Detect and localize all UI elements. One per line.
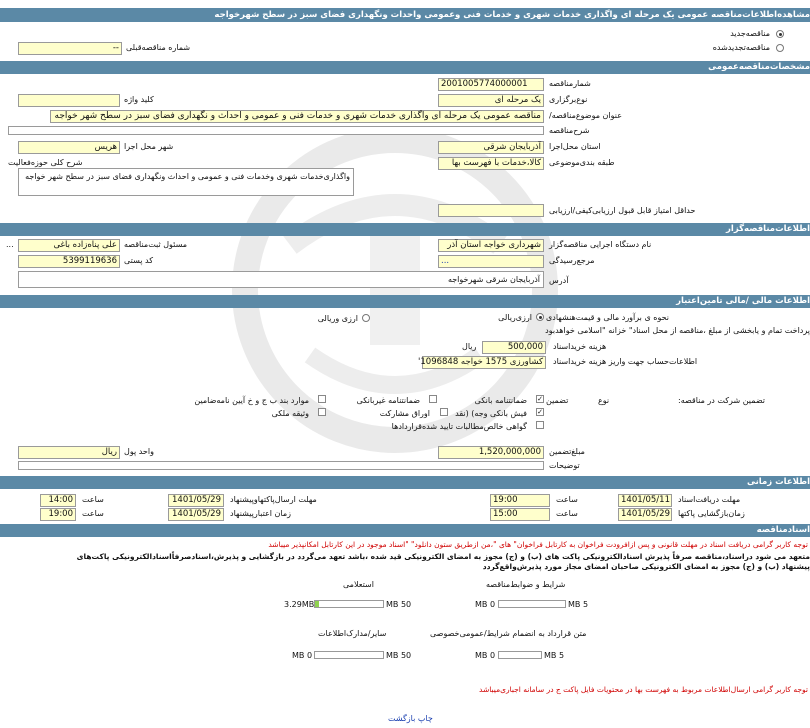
radio-new-tender[interactable] [776,30,784,38]
category-field: کالا،خدمات با فهرست بها [438,157,544,170]
min-score-field [438,204,544,217]
tech-docs-used: 3.29MB [284,600,315,609]
other-docs-used: 0 MB [292,651,313,660]
conditions-progress [498,600,566,608]
radio-rial[interactable] [536,313,544,321]
radio-renewed-tender[interactable] [776,44,784,52]
securities-label: اوراق مشارکت [379,409,430,418]
tender-description-field [8,126,544,135]
download-note: توجه کاربر گرامی دریافت اسناد در مهلت قانونی و پس ازافرودت فراخوان به کارتابل فراخوان" های "،من ازطریق ستون دانلود" "اسناد موجود در این کارتابل امکانپذیر میباشد [268,540,808,549]
section-general-header: مشخصات‌مناقصه‌عمومی [0,61,810,74]
holding-type-field: یک مرحله ای [438,94,544,107]
checkbox-property[interactable] [318,408,326,416]
bank-guarantee-label: ضمانتنامه بانکی [474,396,527,405]
contact-person-field: علی پناه‌زاده باغی [18,239,120,252]
submit-deadline-label: مهلت ارسال‌پاکتهاوپیشنهاد [230,495,317,504]
estimate-label: نحوه ی برآورد مالی و قیمت‌هنشهادی [546,313,669,322]
regulation-label: موارد بند ب ج و خ آیین نامه‌ضامین [194,396,309,405]
checkbox-bank-guarantee[interactable]: ✓ [537,395,543,403]
commitment-note-1: متعهد می شود دراسناد،مناقصه صرفاً پذیرش اسنادالکترونیکی پاکت های (ب) و (ج) مجوز به امضای الکترونیکی قید شده ،باشد تعهد می‌گردد در بازگشایی و پذیرش،اسنادصرفاًاسنادالکترونیکی پاکت‌های [76,552,810,561]
address-label: آدرس [549,276,569,285]
non-bank-label: ضمانتنامه غیربانکی [356,396,420,405]
account-field: کشاورزی 1575 خواجه 1096848' [422,356,546,369]
bank-check-label: فیش بانکی وجه) (نقد [455,409,527,418]
currency-field: ریال [18,446,120,459]
section-documents-header: اسنادمناقصه [0,524,810,537]
account-label: اطلاعات‌حساب جهت واریز هزینه خریداسناد [553,357,698,366]
opening-time: 15:00 [490,508,550,521]
tech-docs-progress [314,600,384,608]
category-label: طبقه بندی‌موضوعی [549,158,615,167]
guarantee-amount-label: مبلغ‌تضمین [549,447,585,456]
receivables-label: گواهی خالص‌مطالبات تایید شده‌قراردادها [391,422,527,431]
property-label: وثیقه ملکی [271,409,309,418]
notes-field [18,461,544,470]
price-list-note: توجه کاربر گرامی ارسال‌اطلاعات مربوط به فهرست بها در محتویات فایل پاکت ج در سامانه اجباری‌میباشد [479,685,808,694]
tender-description-label: شرح‌مناقصه [549,126,590,135]
payment-note: پرداخت تمام و یابخشی از مبلغ ،مناقصه از محل اسناد" خزانه "اسلامی خواهدبود [545,326,810,335]
print-back-link[interactable]: چاپ بازگشت [388,714,433,723]
holding-type-label: نوع‌برگزاری [549,95,588,104]
postal-code-field: 5399119636 [18,255,120,268]
province-label: استان محل‌اجرا [549,142,601,151]
validity-date-label: زمان اعتبارپیشنهاد [230,509,292,518]
checkbox-securities[interactable] [440,408,448,416]
tender-title-field: مناقصه عمومی یک مرحله ای واگذاری خدمات شهری و خدمات فنی و عمومی و احداث و نگهداری فضای سبز در سطح شهر خواجه [50,110,544,123]
tender-number-label: شمارمناقصه [549,79,591,88]
keyword-label: کلید واژه [124,95,154,104]
contact-person-label: مسئول ثبت‌مناقصه [124,240,188,249]
contact-more-link[interactable]: ... [6,240,14,249]
contract-max: 5 MB [544,651,565,660]
conditions-used: 0 MB [475,600,496,609]
receive-deadline-time-label: ساعت [556,495,578,504]
prev-tender-number-field[interactable]: -- [18,42,122,55]
commitment-note-2: پیشنهاد (ب) و (ج) مجوز به امضای الکترونیکی صاحبان امضای مجاز مورد پذیرش‌واقع‌گردد [482,562,810,571]
document-fee-field: 500,000 [482,341,546,354]
organizer-name-label: نام دستگاه اجرایی مناقصه‌گزار [549,240,652,249]
submit-deadline-date: 1401/05/29 [168,494,224,507]
city-field: هریس [18,141,120,154]
address-field: آذربایجان شرقی شهرخواجه [18,271,544,288]
conditions-label: شرایط و ضوابط‌مناقصه [486,580,566,589]
other-docs-label: سایر/مدارک‌اطلاعات [318,629,387,638]
document-fee-label: هزینه خریداسناد [553,342,607,351]
radio-fx[interactable] [362,314,370,322]
validity-date: 1401/05/29 [168,508,224,521]
keyword-field[interactable] [18,94,120,107]
radio-renewed-tender-label: مناقصه‌تجدیدشده [712,43,770,52]
checkbox-receivables[interactable] [536,421,544,429]
radio-new-tender-label: مناقصه‌جدید [730,29,770,38]
postal-code-label: کد پستی [124,256,153,265]
organizer-name-field: شهرداری خواجه استان آذر [438,239,544,252]
prev-tender-label: شماره مناقصه‌قبلی [126,43,191,52]
receive-deadline-label: مهلت دریافت‌اسناد [678,495,741,504]
opening-time-label: ساعت [556,509,578,518]
document-fee-unit: ریال [462,342,477,351]
min-score-label: حداقل امتیاز قابل قبول ارزیابی‌کیفی/ارزیابی [549,206,696,215]
contract-progress [498,651,542,659]
page-title: مشاهده‌اطلاعات‌مناقصه عمومی یک مرحله اى واگذاری خدمات شهری و خدمات فنی وعمومی واحدات ونگهداری فضای سبز در سطح شهرخواجه [0,8,810,22]
opening-date-label: زمان‌بازگشایی پاکتها [678,509,745,518]
radio-rial-label: ارزی‌ریالی [498,313,532,322]
section-organizer-header: اطلاعات‌مناقصه‌گزار [0,223,810,236]
checkbox-regulation[interactable] [318,395,326,403]
reference-field [438,255,544,268]
scope-field: واگذاری‌خدمات شهری وخدمات فنی و عمومی و احداث ونگهداری فضای سبز در سطح شهر خواجه [18,168,354,196]
conditions-max: 5 MB [568,600,589,609]
submit-deadline-time: 14:00 [40,494,76,507]
contract-label: متن قرارداد به انضمام شرایط/عمومی‌خصوصی [430,629,587,638]
reference-link[interactable]: ... [441,256,450,266]
tender-title-label: عنوان موضوع‌مناقصه/ [549,111,622,120]
scope-label: شرح کلی حوزه‌فعالیت [8,158,83,167]
submit-deadline-time-label: ساعت [82,495,104,504]
opening-date: 1401/05/29 [618,508,672,521]
other-docs-progress [314,651,384,659]
receive-deadline-time: 19:00 [490,494,550,507]
validity-time: 19:00 [40,508,76,521]
contract-used: 0 MB [475,651,496,660]
city-label: شهر محل اجرا [124,142,174,151]
checkbox-non-bank[interactable] [429,395,437,403]
radio-fx-label: ارزی وریالی [317,314,358,323]
section-timing-header: اطلاعات زمانی [0,476,810,489]
tender-number-field: 2001005774000001 [438,78,544,91]
validity-time-label: ساعت [82,509,104,518]
other-docs-max: 50 MB [386,651,412,660]
tech-docs-max: 50 MB [386,600,412,609]
receive-deadline-date: 1401/05/11 [618,494,672,507]
notes-label: توضیحات [549,461,580,470]
guarantee-kind-label: نوع [598,396,610,405]
reference-label: مرجع‌رسیدگی [549,256,595,265]
tech-docs-label: استعلامی [343,580,374,589]
guarantee-sub-label: تضمین [546,396,569,405]
section-financial-header: اطلاعات مالی /مالی تامین‌اعتبار [0,295,810,308]
province-field: آذربایجان شرقی [438,141,544,154]
guarantee-amount-field: 1,520,000,000 [438,446,544,459]
checkbox-bank-check[interactable]: ✓ [537,408,543,416]
currency-label: واحد پول [124,447,154,456]
guarantee-label: تضمین شرکت در مناقصه: [678,396,766,405]
